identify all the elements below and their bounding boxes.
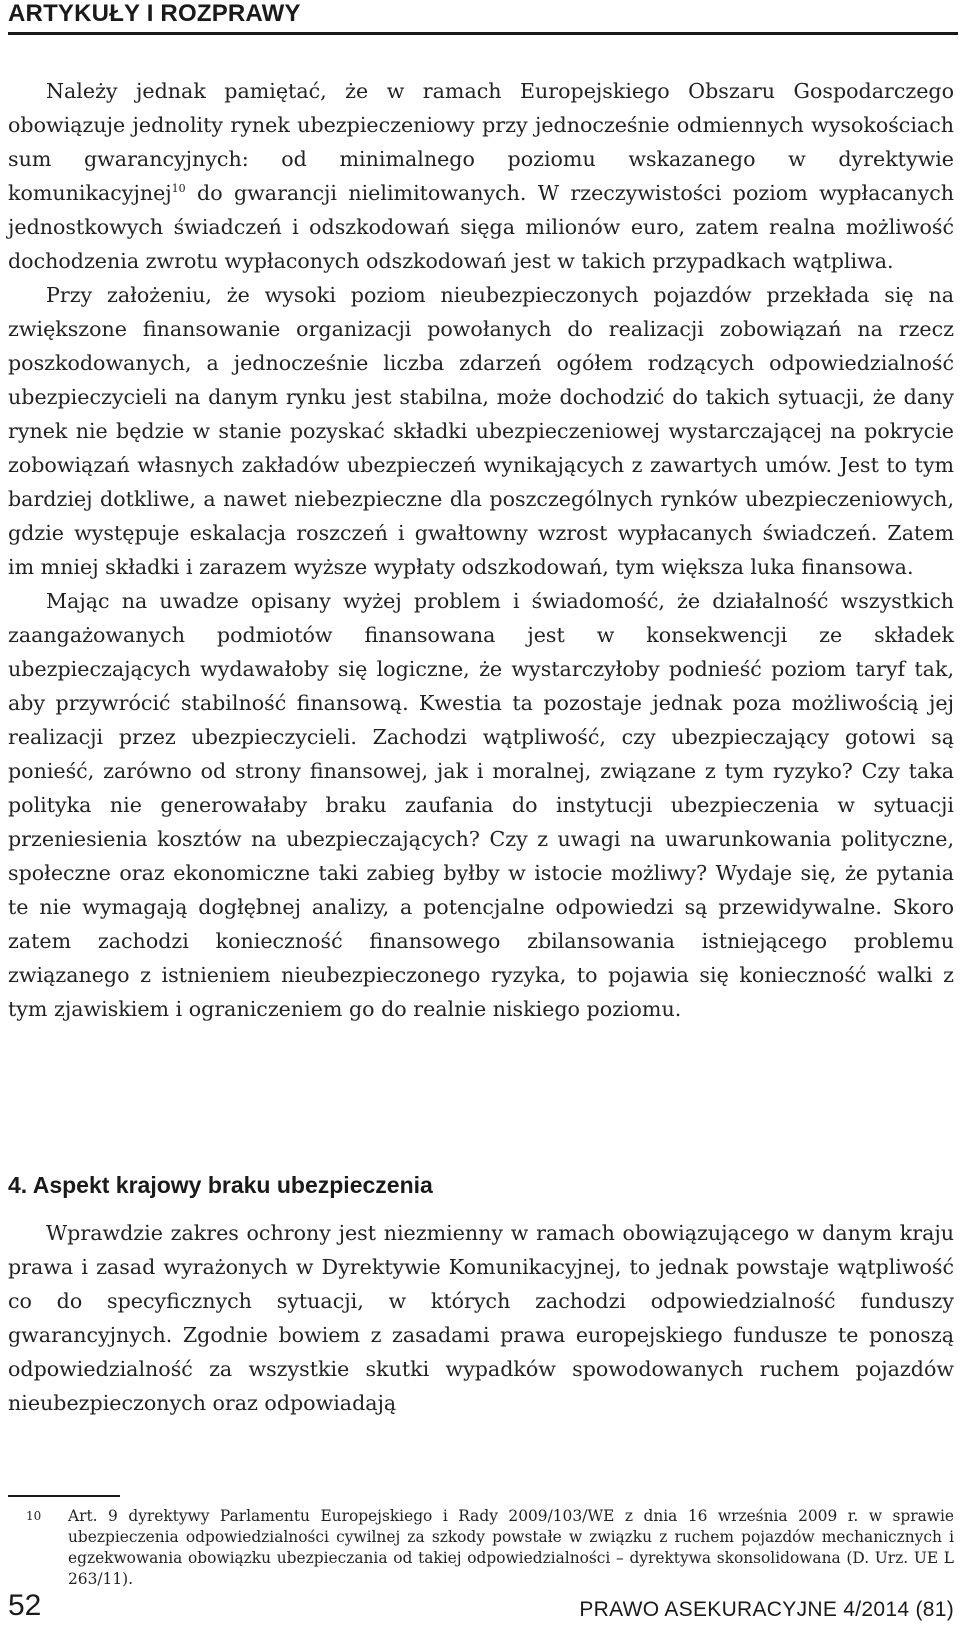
- footnote-text: Art. 9 dyrektywy Parlamentu Europejskiego i Rady 2009/103/WE z dnia 16 września 2009 r. w sprawie ubezpieczenia odpowiedzialności cywilnej za szkody powstałe w związku z ruchem pojazdów mechanicznych i egzekwowania obowiązku ubezpieczania od takiej odpowiedzialności – dyrektywa skonsolidowana (D. Urz. UE L 263/11).: [68, 1507, 954, 1588]
- paragraph-1-part-b: do gwarancji nielimitowanych. W rzeczywistości poziom wypłacanych jednostkowych świadczeń i odszkodowań sięga milionów euro, zatem realna możliwość dochodzenia zwrotu wypłaconych odszkodowań jest w takich przypadkach wątpliwa.: [8, 181, 954, 273]
- body-text-lower: [8, 1216, 954, 1420]
- footnote-number: 10: [26, 1509, 42, 1523]
- section-header: ARTYKUŁY I ROZPRAWY: [8, 0, 301, 27]
- paragraph-4: Wprawdzie zakres ochrony jest niezmienny w ramach obowiązującego w danym kraju prawa i zasad wyrażonych w Dyrektywie Komunikacyjnej, to jednak powstaje wątpliwość co do specyficznych sytuacji, w których zachodzi odpowiedzialność funduszy gwarancyjnych. Zgodnie bowiem z zasadami prawa europejskiego fundusze te ponoszą odpowiedzialność za wszystkie skutki wypadków spowodowanych ruchem pojazdów nieubezpieczonych oraz odpowiadają: [8, 1221, 954, 1415]
- header-rule: [8, 32, 958, 35]
- paragraph-1-part-a: Należy jednak pamiętać, że w ramach Europejskiego Obszaru Gospodarczego obowiązuje jednolity rynek ubezpieczeniowy przy jednocześnie odmiennych wysokościach sum gwarancyjnych: od minimalnego poziomu wskazanego w dyrektywie komunikacyjnej: [8, 79, 954, 205]
- paragraph-2: Przy założeniu, że wysoki poziom nieubezpieczonych pojazdów przekłada się na zwiększone finansowanie organizacji powołanych do realizacji zobowiązań na rzecz poszkodowanych, a jednocześnie liczba zdarzeń ogółem rodzących odpowiedzialność ubezpieczycieli na danym rynku jest stabilna, może dochodzić do takich sytuacji, że dany rynek nie będzie w stanie pozyskać składki ubezpieczeniowej wystarczającej na pokrycie zobowiązań własnych zakładów ubezpieczeń wynikających z zawartych umów. Jest to tym bardziej dotkliwe, a nawet niebezpieczne dla poszczególnych rynków ubezpieczeniowych, gdzie występuje eskalacja roszczeń i gwałtowny wzrost wypłacanych świadczeń. Zatem im mniej składki i zarazem wyższe wypłaty odszkodowań, tym większa luka finansowa.: [8, 283, 954, 579]
- paragraph-3: Mając na uwadze opisany wyżej problem i świadomość, że działalność wszystkich zaangażowanych podmiotów finansowana jest w konsekwencji ze składek ubezpieczających wydawałoby się logiczne, że wystarczyłoby podnieść poziom taryf tak, aby przywrócić stabilność finansową. Kwestia ta pozostaje jednak poza możliwością jej realizacji przez ubezpieczycieli. Zachodzi wątpliwość, czy ubezpieczający gotowi są ponieść, zarówno od strony finansowej, jak i moralnej, związane z tym ryzyko? Czy taka polityka nie generowałaby braku zaufania do instytucji ubezpieczenia w sytuacji przeniesienia kosztów na ubezpieczających? Czy z uwagi na uwarunkowania polityczne, społeczne oraz ekonomiczne taki zabieg byłby w istocie możliwy? Wydaje się, że pytania te nie wymagają dogłębnej analizy, a potencjalne odpowiedzi są przewidywalne. Skoro zatem zachodzi konieczność finansowego zbilansowania istniejącego problemu związanego z istnieniem nieubezpieczonego ryzyka, to pojawia się konieczność walki z tym zjawiskiem i ograniczeniem go do realnie niskiego poziomu.: [8, 589, 954, 1021]
- section-heading: 4. Aspekt krajowy braku ubezpieczenia: [8, 1172, 433, 1198]
- footnote: [8, 1506, 954, 1590]
- journal-title: PRAWO ASEKURACYJNE 4/2014 (81): [579, 1598, 954, 1621]
- footnote-rule: [8, 1495, 120, 1497]
- paragraph-1: [8, 74, 954, 278]
- footnote-reference[interactable]: 10: [171, 182, 186, 196]
- page-number: 52: [8, 1589, 42, 1622]
- body-text-upper: [8, 74, 954, 1026]
